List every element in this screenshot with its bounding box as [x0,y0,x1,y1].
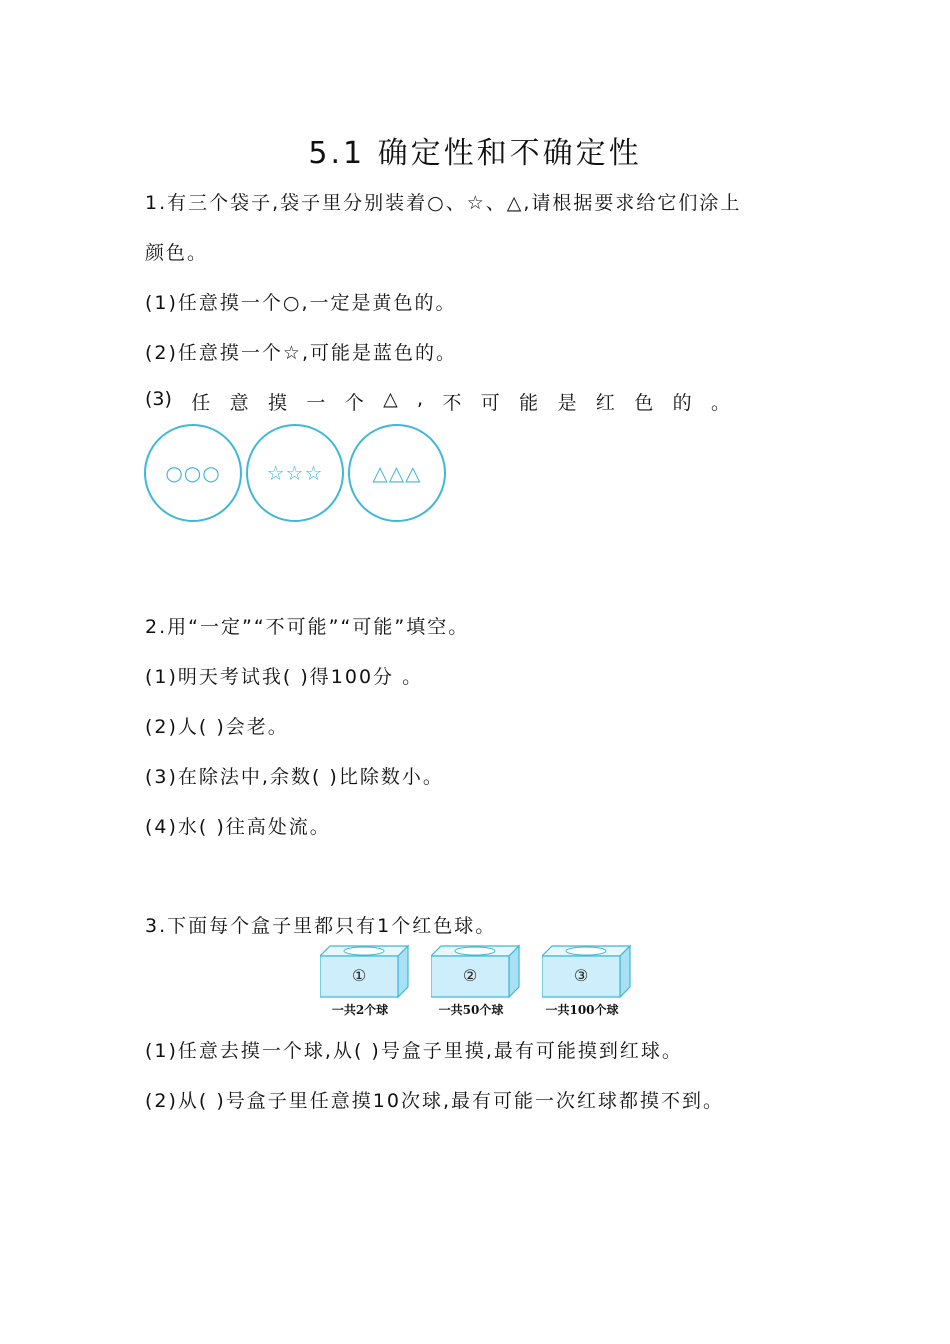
q1-item-2: (2)任意摸一个☆,可能是蓝色的。 [145,342,457,364]
box-2-caption: 一共50个球 [438,1003,504,1017]
bag-triangles[interactable]: △△△ [348,424,446,522]
q1-item-3-char: 的 [672,392,692,414]
page-title: 5.1 确定性和不确定性 [308,136,642,171]
q1-item-3-char: 个 [344,392,364,414]
q1-text-line1: 1.有三个袋子,袋子里分别装着○、☆、△,请根据要求给它们涂上 [145,192,742,214]
box-2 [431,944,523,999]
q1-item-3-char: 红 [595,392,615,414]
q3-item-2: (2)从( )号盒子里任意摸10次球,最有可能一次红球都摸不到。 [145,1090,724,1112]
box-1-number: ① [351,966,367,985]
q2-item-3: (3)在除法中,余数( )比除数小。 [145,766,444,788]
q1-item-3 [145,388,730,415]
q1-item-3-char: 。 [710,392,730,414]
q1-item-3-char: , [417,388,424,410]
q1-item-3-char: 任 [191,392,211,414]
box-1-caption: 一共2个球 [331,1003,389,1017]
q1-text-line2: 颜色。 [145,242,209,264]
box-2-number: ② [462,966,478,985]
q1-item-3-char: 意 [229,392,249,414]
q1-item-1: (1)任意摸一个○,一定是黄色的。 [145,292,457,314]
q1-item-3-char: 一 [306,392,326,414]
q1-item-3-char: 可 [480,392,500,414]
q3-item-1: (1)任意去摸一个球,从( )号盒子里摸,最有可能摸到红球。 [145,1040,683,1062]
q3-heading: 3.下面每个盒子里都只有1个红色球。 [145,915,497,937]
box-3-number: ③ [573,966,589,985]
q1-item-3-char: 能 [519,392,539,414]
q1-item-3-char: 色 [634,392,654,414]
q2-heading: 2.用“一定”“不可能”“可能”填空。 [145,616,470,638]
box-1 [320,944,412,999]
q1-item-3-char: △ [383,388,398,410]
q1-item-3-char: (3) [145,388,172,410]
q2-item-1: (1)明天考试我( )得100分 。 [145,666,424,688]
q1-item-3-char: 不 [442,392,462,414]
q2-item-4: (4)水( )往高处流。 [145,816,331,838]
bag-circles[interactable]: ○○○ [144,424,242,522]
bag-stars[interactable]: ☆☆☆ [246,424,344,522]
box-3-caption: 一共100个球 [545,1003,619,1017]
q2-item-2: (2)人( )会老。 [145,716,289,738]
q1-item-3-char: 是 [557,392,577,414]
box-3 [542,944,634,999]
q1-item-3-char: 摸 [267,392,287,414]
